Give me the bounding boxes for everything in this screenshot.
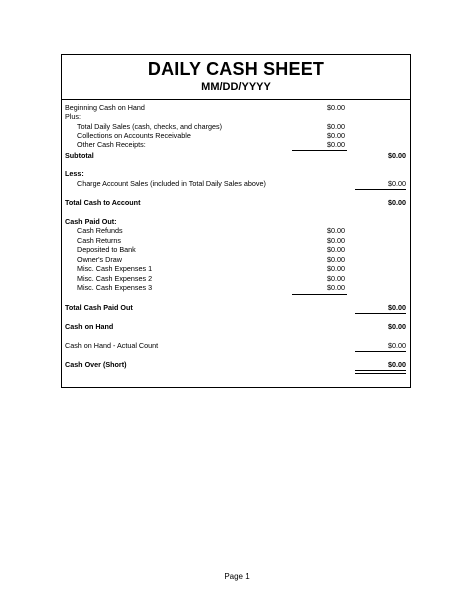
row-label: Cash Returns [77,236,121,245]
row-label: Total Cash to Account [65,198,141,207]
total-cell[interactable]: $0.00 [388,322,406,331]
total-cell[interactable]: $0.00 [388,303,406,312]
total-cell[interactable]: $0.00 [388,198,406,207]
amount-cell[interactable]: $0.00 [327,236,345,245]
total-cell[interactable]: $0.00 [388,360,406,369]
row-label: Misc. Cash Expenses 2 [77,274,153,283]
row-label: Less: [65,169,84,178]
amount-cell[interactable]: $0.00 [327,140,345,149]
underline [355,351,406,352]
row-label: Subtotal [65,151,94,160]
amount-cell[interactable]: $0.00 [327,255,345,264]
misc-expenses-3-row [62,283,410,293]
other-receipts-row [62,140,410,150]
amount-cell[interactable]: $0.00 [327,283,345,292]
underline [355,189,406,190]
row-label: Total Daily Sales (cash, checks, and charges) [77,122,223,131]
date-field[interactable]: MM/DD/YYYY [201,81,271,93]
row-label: Beginning Cash on Hand [65,103,145,112]
cash-on-hand-row [62,322,410,332]
deposited-row [62,245,410,255]
row-label: Cash Over (Short) [65,360,127,369]
row-label: Cash on Hand [65,322,114,331]
row-label: Plus: [65,112,81,121]
underline [355,313,406,314]
amount-cell[interactable]: $0.00 [327,245,345,254]
sheet-header [62,55,410,100]
row-label: Total Cash Paid Out [65,303,133,312]
row-label: Misc. Cash Expenses 1 [77,264,153,273]
amount-cell[interactable]: $0.00 [327,103,345,112]
plus-row [62,112,410,122]
row-label: Cash Refunds [77,226,123,235]
total-cash-to-account-row [62,198,410,208]
amount-cell[interactable]: $0.00 [327,122,345,131]
row-label: Charge Account Sales (included in Total Daily Sales above) [77,179,266,188]
row-label: Owner's Draw [77,255,122,264]
row-label: Collections on Accounts Receivable [77,131,191,140]
total-paid-out-row [62,303,410,313]
amount-cell[interactable]: $0.00 [327,264,345,273]
cash-refunds-row [62,226,410,236]
less-row [62,169,410,179]
misc-expenses-1-row [62,264,410,274]
total-cell[interactable]: $0.00 [388,151,406,160]
subtotal-row [62,151,410,161]
row-label: Deposited to Bank [77,245,136,254]
row-label: Misc. Cash Expenses 3 [77,283,153,292]
total-cell[interactable]: $0.00 [388,341,406,350]
underline [292,294,347,295]
row-label: Cash Paid Out: [65,217,117,226]
actual-count-row [62,341,410,351]
row-label: Other Cash Receipts: [77,140,146,149]
charge-sales-row [62,179,410,189]
page-number: Page 1 [224,572,250,581]
total-cell[interactable]: $0.00 [388,179,406,188]
over-short-row [62,360,410,370]
amount-cell[interactable]: $0.00 [327,131,345,140]
amount-cell[interactable]: $0.00 [327,226,345,235]
page-title: DAILY CASH SHEET [147,59,325,79]
amount-cell[interactable]: $0.00 [327,274,345,283]
row-label: Cash on Hand - Actual Count [65,341,159,350]
cash-sheet [61,54,411,388]
double-underline [355,370,406,374]
